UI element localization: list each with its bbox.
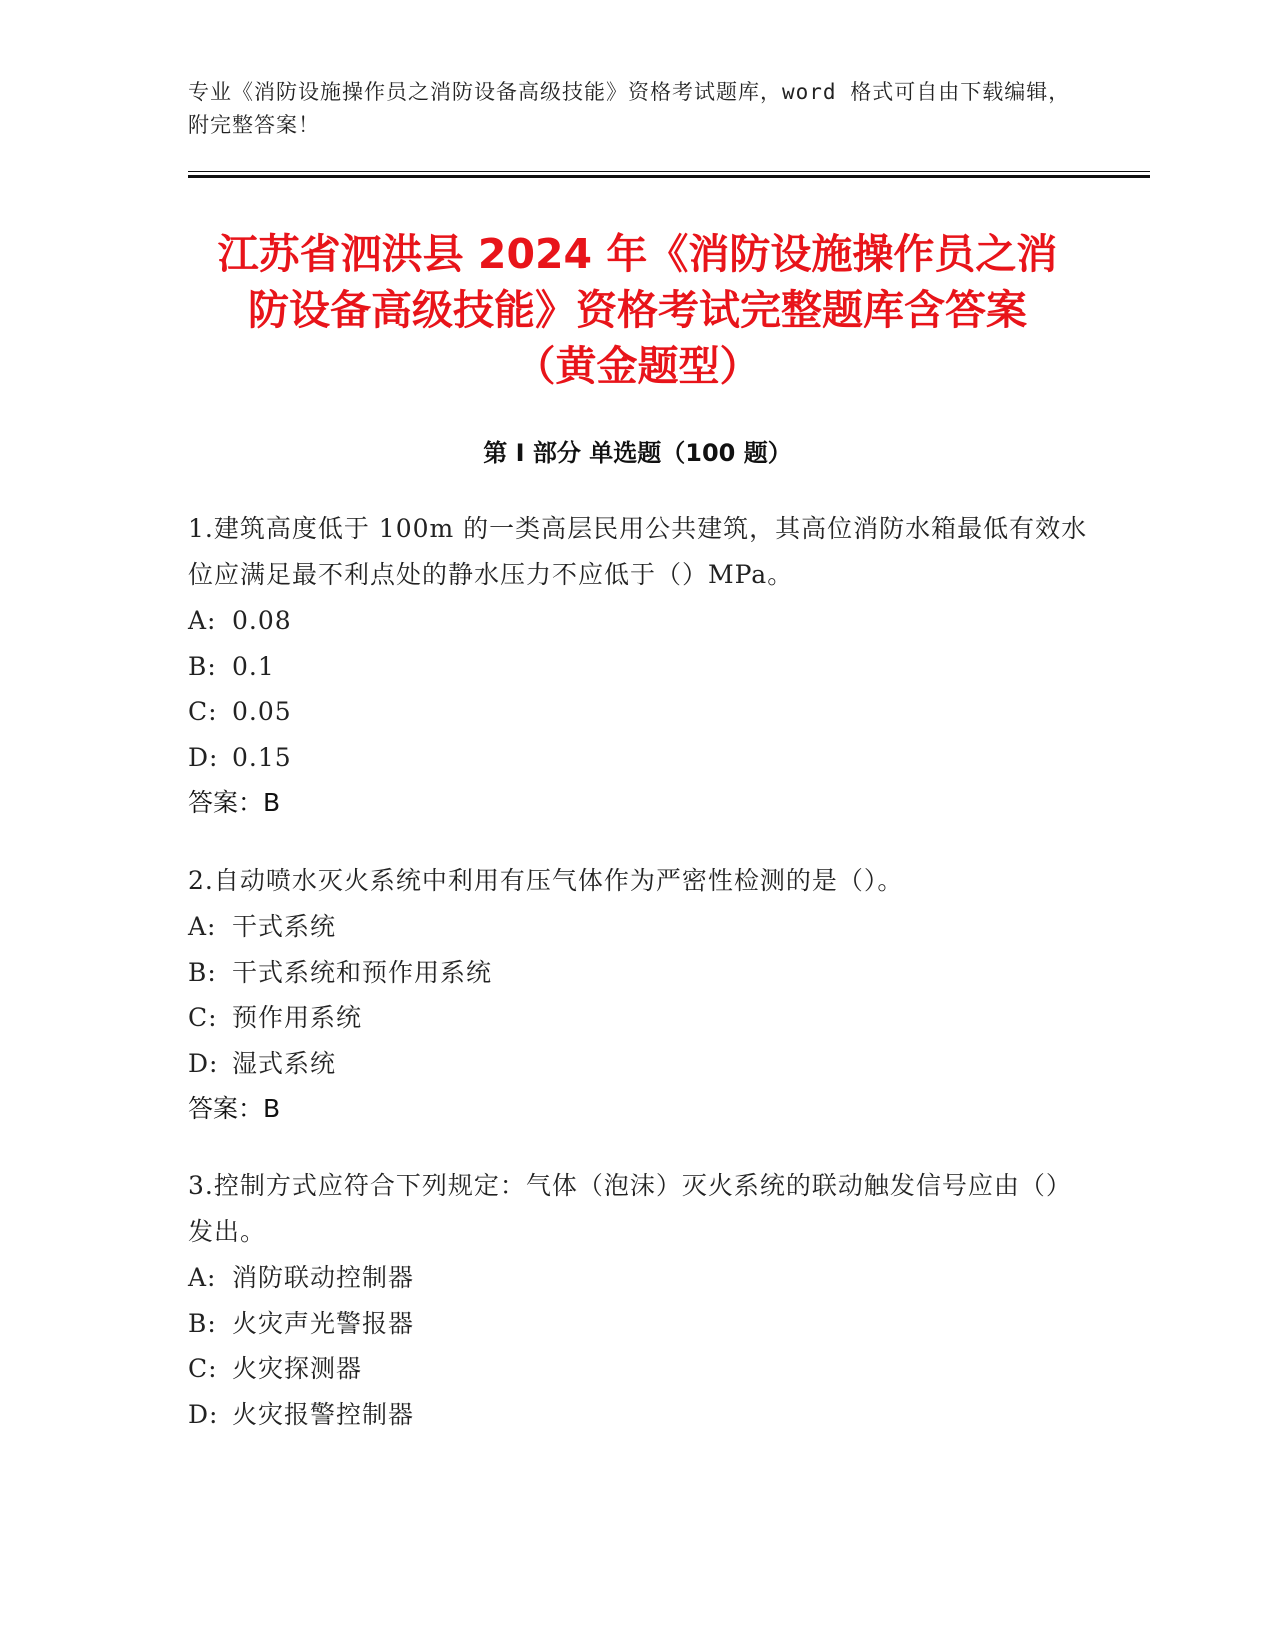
- question-text: 2.自动喷水灭火系统中利用有压气体作为严密性检测的是（）。: [188, 866, 904, 895]
- option-text: 干式系统: [232, 912, 337, 941]
- title-line-3: （黄金题型）: [514, 342, 761, 390]
- option-d: [188, 735, 1088, 781]
- option-d: [188, 1041, 1088, 1087]
- question-3: [188, 1163, 1088, 1437]
- title-line-1: 江苏省泗洪县 2024 年《消防设施操作员之消: [217, 230, 1058, 278]
- option-letter: B:: [188, 651, 217, 681]
- option-letter: B:: [188, 1308, 217, 1338]
- option-letter: C:: [188, 1354, 218, 1383]
- section-title: 第 I 部分 单选题（100 题）: [483, 439, 792, 467]
- option-text: 0.05: [232, 697, 292, 726]
- question-text: 1.建筑高度低于 100m 的一类高层民用公共建筑，其高位消防水箱最低有效水位应满足最不利点处的静水压力不应低于（）MPa。: [188, 514, 1088, 589]
- answer: 答案：B: [188, 788, 281, 817]
- option-text: 干式系统和预作用系统: [232, 957, 493, 987]
- option-c: [188, 995, 1088, 1041]
- answer: 答案：B: [188, 1094, 281, 1123]
- option-letter: D:: [188, 1048, 219, 1078]
- option-text: 火灾声光警报器: [232, 1308, 415, 1338]
- option-text: 火灾探测器: [232, 1354, 363, 1383]
- document-title: [150, 226, 1125, 394]
- option-text: 0.1: [232, 651, 275, 681]
- option-letter: D:: [188, 1399, 219, 1429]
- option-text: 火灾报警控制器: [232, 1399, 415, 1429]
- option-a: [188, 904, 1088, 950]
- question-text: 3.控制方式应符合下列规定：气体（泡沫）灭火系统的联动触发信号应由（）发出。: [188, 1171, 1072, 1246]
- option-b: [188, 950, 1088, 996]
- option-c: [188, 1346, 1088, 1392]
- option-a: [188, 1255, 1088, 1301]
- option-letter: A:: [188, 606, 217, 635]
- header-rule-thin: [188, 171, 1150, 172]
- header-rule-thick: [188, 175, 1150, 178]
- option-letter: A:: [188, 912, 217, 941]
- option-text: 0.08: [232, 606, 292, 635]
- header-note: 专业《消防设施操作员之消防设备高级技能》资格考试题库，word 格式可自由下载编辑，附完整答案！: [188, 80, 1071, 137]
- option-d: [188, 1392, 1088, 1438]
- option-letter: A:: [188, 1263, 217, 1292]
- option-letter: C:: [188, 697, 218, 726]
- option-text: 0.15: [232, 742, 292, 772]
- question-1: [188, 506, 1088, 825]
- option-b: [188, 644, 1088, 690]
- title-line-2: 防设备高级技能》资格考试完整题库含答案: [248, 286, 1027, 334]
- question-2: [188, 858, 1088, 1131]
- option-b: [188, 1301, 1088, 1347]
- option-letter: D:: [188, 742, 219, 772]
- option-letter: C:: [188, 1003, 218, 1032]
- option-c: [188, 689, 1088, 735]
- option-text: 预作用系统: [232, 1003, 363, 1032]
- option-text: 消防联动控制器: [232, 1263, 415, 1292]
- option-letter: B:: [188, 957, 217, 987]
- option-text: 湿式系统: [232, 1048, 337, 1078]
- option-a: [188, 598, 1088, 644]
